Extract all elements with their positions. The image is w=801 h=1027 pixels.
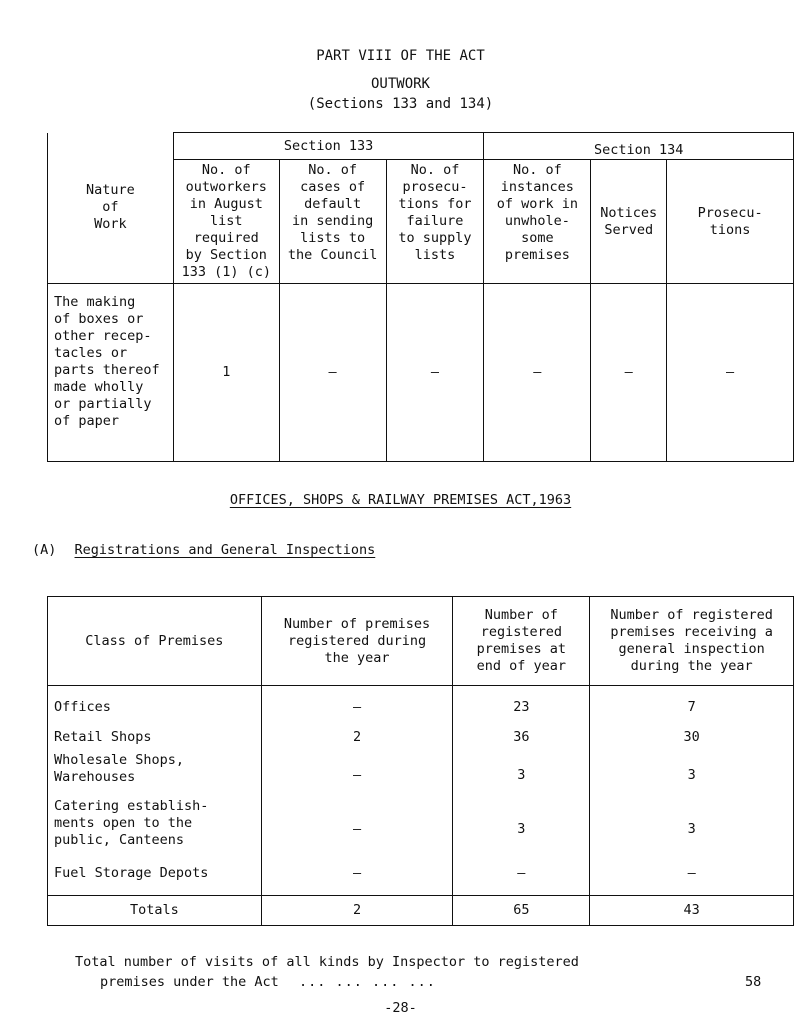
cell: – <box>352 766 362 783</box>
registered-during-column <box>261 686 453 896</box>
cell: 3 <box>687 766 696 783</box>
prosecutions-failure-header: No. of prosecu- tions for failure to supply lists <box>386 160 484 284</box>
default-cell: – <box>279 284 386 462</box>
cell: 30 <box>683 728 700 745</box>
section-133-header: Section 133 <box>173 133 484 160</box>
notices-header: Notices Served <box>591 160 667 284</box>
visits-dots: ... ... ... ... <box>298 974 436 990</box>
cell: – <box>687 864 696 881</box>
unwholesome-cell: – <box>484 284 591 462</box>
page-number: -28- <box>384 1000 417 1016</box>
prosecutions-failure-cell: – <box>386 284 484 462</box>
part-subtitle: OUTWORK <box>370 76 430 92</box>
table-row: Offices <box>54 698 111 715</box>
nature-cell: The making of boxes or other recep- tacles or parts thereof made wholly or partially of paper <box>48 284 174 462</box>
class-header: Class of Premises <box>48 597 262 686</box>
totals-general-inspection: 43 <box>590 896 794 926</box>
cell: 2 <box>352 728 362 745</box>
table-row: Fuel Storage Depots <box>54 864 209 881</box>
notices-cell: – <box>591 284 667 462</box>
registered-end-header: Number of registered premises at end of year <box>453 597 590 686</box>
cell: 3 <box>517 766 526 783</box>
prosecutions-header: Prosecu- tions <box>667 160 794 284</box>
table-row: Retail Shops <box>54 728 152 745</box>
cell: – <box>517 864 526 881</box>
cell: – <box>352 820 362 837</box>
osr-sub-label: (A) <box>32 542 57 558</box>
nature-header: Nature of Work <box>48 133 174 284</box>
visits-line-1: Total number of visits of all kinds by Inspector to registered <box>75 954 579 970</box>
registrations-table <box>47 596 794 926</box>
visits-line-2: premises under the Act ... ... ... ... <box>100 974 436 990</box>
general-inspection-column <box>590 686 794 896</box>
totals-registered-during: 2 <box>261 896 453 926</box>
totals-row <box>48 896 794 926</box>
cell: 23 <box>513 698 530 715</box>
cell: 3 <box>687 820 696 837</box>
visits-value: 58 <box>745 974 762 990</box>
cell: – <box>352 698 362 715</box>
table-row <box>48 284 794 462</box>
registered-during-header: Number of premises registered during the year <box>261 597 453 686</box>
cell: 3 <box>517 820 526 837</box>
cell: 36 <box>513 728 530 745</box>
general-inspection-header: Number of registered premises receiving a general inspection during the year <box>590 597 794 686</box>
table-row: Catering establish- ments open to the public, Canteens <box>54 798 209 848</box>
registered-end-column <box>453 686 590 896</box>
class-column <box>48 686 262 896</box>
totals-label: Totals <box>48 896 262 926</box>
table-row: Wholesale Shops, Warehouses <box>54 752 185 785</box>
totals-registered-end: 65 <box>453 896 590 926</box>
prosecutions-cell: – <box>667 284 794 462</box>
osr-heading: OFFICES, SHOPS & RAILWAY PREMISES ACT,1963 <box>229 492 572 508</box>
sections-line: (Sections 133 and 134) <box>307 96 494 112</box>
outworkers-cell: 1 <box>173 284 279 462</box>
osr-sub-heading: Registrations and General Inspections <box>74 542 376 558</box>
section-134-header: Section 134 <box>484 133 794 160</box>
outwork-table <box>47 132 794 462</box>
unwholesome-header: No. of instances of work in unwhole- some premises <box>484 160 591 284</box>
outworkers-header: No. of outworkers in August list required by Section 133 (1) (c) <box>173 160 279 284</box>
cell: – <box>352 864 362 881</box>
default-header: No. of cases of default in sending lists to the Council <box>279 160 386 284</box>
cell: 7 <box>687 698 696 715</box>
part-title: PART VIII OF THE ACT <box>316 48 485 64</box>
